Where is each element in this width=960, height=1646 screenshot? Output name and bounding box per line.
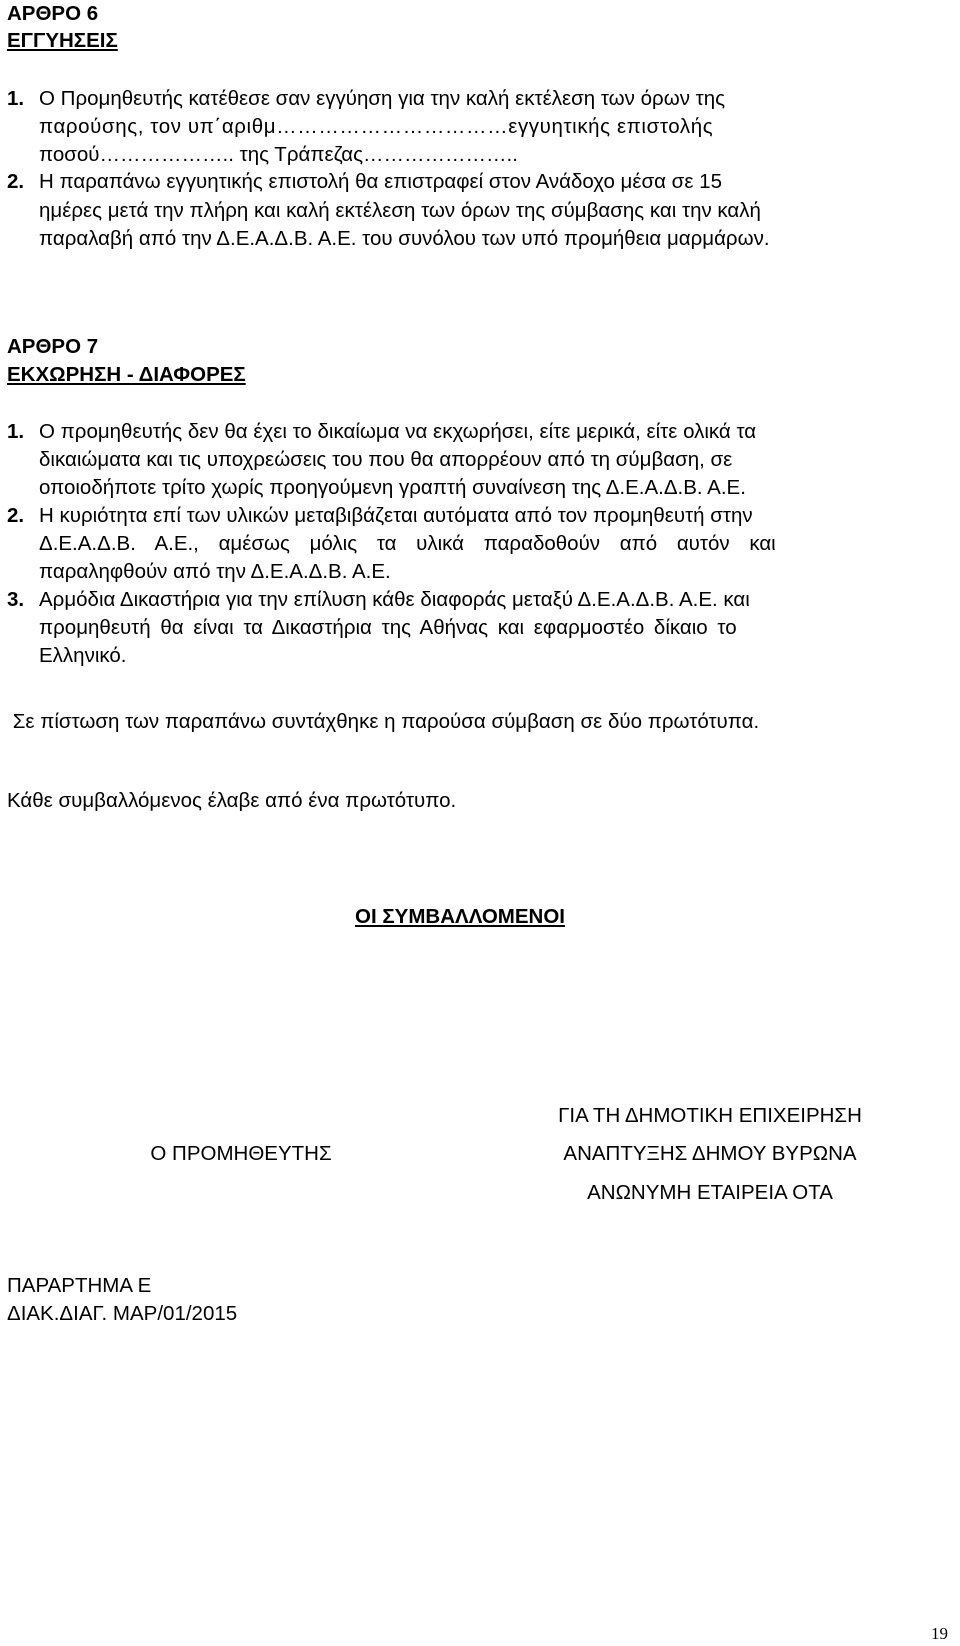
- article7-item3-line2: προμηθευτή θα είναι τα Δικαστήρια της Αθήνας και εφαρμοστέο δίκαιο το: [39, 616, 737, 639]
- article7-heading: ΑΡΘΡΟ 7: [7, 335, 99, 358]
- article6-item1-line2: παρούσης, τον υπ΄αριθμ……………………………εγγυητικής επιστολής: [39, 115, 714, 138]
- article7-item2-line1: 2. Η κυριότητα επί των υλικών μεταβιβάζεται αυτόματα από τον προμηθευτή στην: [7, 504, 753, 527]
- article7-subheading: ΕΚΧΩΡΗΣΗ - ΔΙΑΦΟΡΕΣ: [7, 363, 246, 386]
- article7-item2-number: 2.: [7, 504, 25, 527]
- article6-heading: ΑΡΘΡΟ 6: [7, 2, 99, 25]
- article7-item3-number: 3.: [7, 588, 25, 611]
- page-number: 19: [931, 1624, 948, 1643]
- article7-item1-number: 1.: [7, 420, 25, 443]
- company-signature-line2: ΑΝΑΠΤΥΞΗΣ ΔΗΜΟΥ ΒΥΡΩΝΑ: [563, 1142, 857, 1165]
- article7-item1-line1: 1. Ο προμηθευτής δεν θα έχει το δικαίωμα να εκχωρήσει, είτε μερικά, είτε ολικά τα: [7, 420, 757, 443]
- article6-item1-line1: 1. Ο Προμηθευτής κατέθεσε σαν εγγύηση για την καλή εκτέλεση των όρων της: [7, 87, 726, 110]
- company-signature-line3: ΑΝΩΝΥΜΗ ΕΤΑΙΡΕΙΑ ΟΤΑ: [587, 1181, 833, 1204]
- closing-paragraph-1: Σε πίστωση των παραπάνω συντάχθηκε η παρούσα σύμβαση σε δύο πρωτότυπα.: [7, 710, 760, 733]
- article6-item1-number: 1.: [7, 87, 25, 110]
- article6-subheading: ΕΓΓΥΗΣΕΙΣ: [7, 29, 118, 52]
- signatories-title: ΟΙ ΣΥΜΒΑΛΛΟΜΕΝΟΙ: [355, 905, 565, 928]
- article7-item1-line2: δικαιώματα και τις υποχρεώσεις του που θα απορρέουν από τη σύμβαση, σε: [39, 448, 733, 471]
- article6-item2-line2: ημέρες μετά την πλήρη και καλή εκτέλεση των όρων της σύμβασης και την καλή: [39, 199, 761, 222]
- article7-item3-line3: Ελληνικό.: [39, 644, 127, 667]
- article6-item2-number: 2.: [7, 170, 25, 193]
- closing-paragraph-2: Κάθε συμβαλλόμενος έλαβε από ένα πρωτότυπο.: [7, 789, 457, 812]
- article7-item3-line1: 3. Αρμόδια Δικαστήρια για την επίλυση κάθε διαφοράς μεταξύ Δ.Ε.Α.Δ.Β. Α.Ε. και: [7, 588, 750, 611]
- article7-item2-line2: Δ.Ε.Α.Δ.Β. Α.Ε., αμέσως μόλις τα υλικά παραδοθούν από αυτόν και: [39, 532, 776, 555]
- company-signature-line1: ΓΙΑ ΤΗ ΔΗΜΟΤΙΚΗ ΕΠΙΧΕΙΡΗΣΗ: [558, 1104, 862, 1127]
- article6-item2-line3: παραλαβή από την Δ.Ε.Α.Δ.Β. Α.Ε. του συνόλου των υπό προμήθεια μαρμάρων.: [39, 227, 770, 250]
- article7-item1-line3: οποιοδήποτε τρίτο χωρίς προηγούμενη γραπτή συναίνεση της Δ.Ε.Α.Δ.Β. Α.Ε.: [39, 476, 746, 499]
- supplier-signature-label: Ο ΠΡΟΜΗΘΕΥΤΗΣ: [150, 1142, 332, 1165]
- article6-item1-line3: ποσού……………….. της Τράπεζας…………………..: [39, 143, 518, 166]
- article6-item2-line1: 2. Η παραπάνω εγγυητικής επιστολή θα επιστραφεί στον Ανάδοχο μέσα σε 15: [7, 170, 722, 193]
- appendix-title: ΠΑΡΑΡΤΗΜΑ Ε: [7, 1274, 152, 1297]
- article7-item2-line3: παραληφθούν από την Δ.Ε.Α.Δ.Β. Α.Ε.: [39, 560, 391, 583]
- appendix-reference: ΔΙΑΚ.ΔΙΑΓ. ΜΑΡ/01/2015: [7, 1302, 238, 1325]
